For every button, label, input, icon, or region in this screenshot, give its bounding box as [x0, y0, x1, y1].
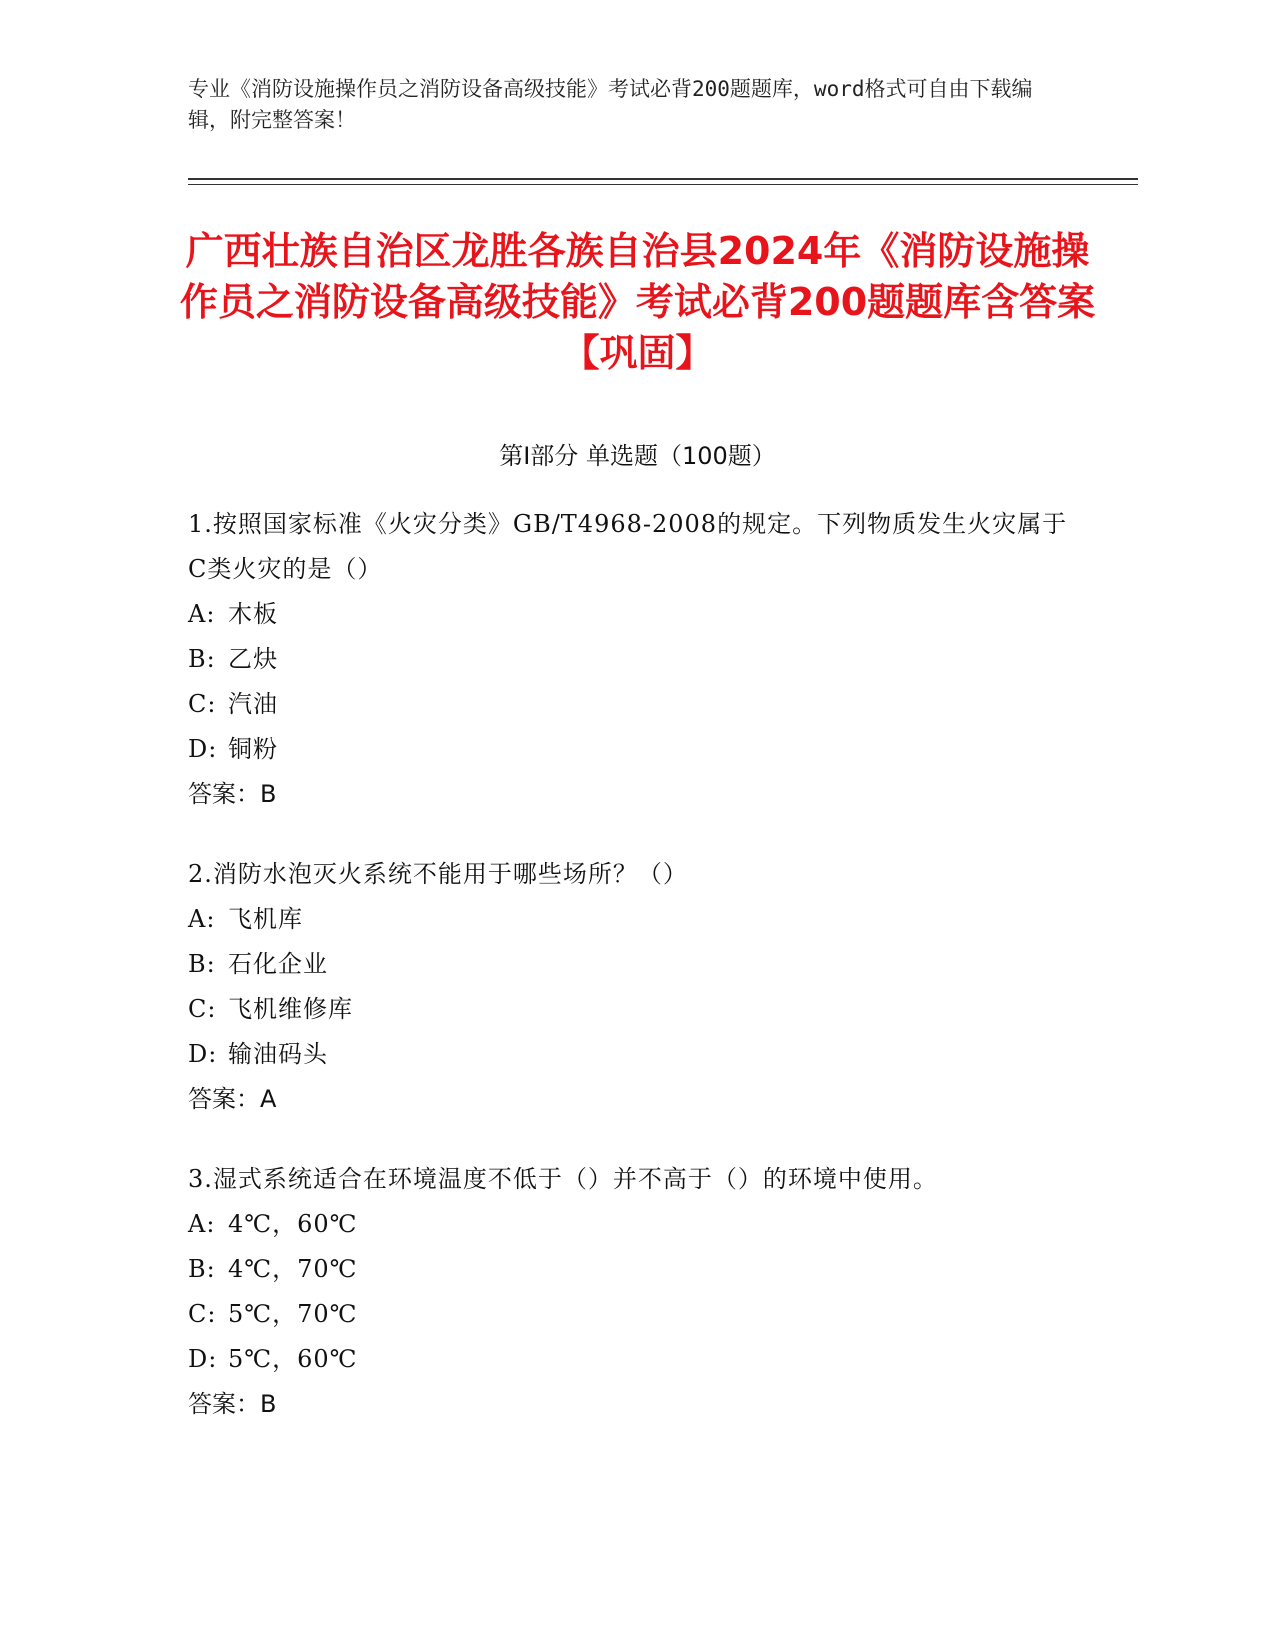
option-b	[188, 1247, 1068, 1292]
answer: 答案：B	[188, 1390, 277, 1418]
option-letter: A:	[188, 600, 216, 628]
option-a	[188, 592, 1068, 637]
option-letter: C:	[188, 995, 217, 1023]
option-text: 乙炔	[228, 645, 278, 673]
header-note: 专业《消防设施操作员之消防设备高级技能》考试必背200题题库，word格式可自由下载编辑，附完整答案！	[188, 77, 1033, 132]
question-3	[188, 1157, 1068, 1427]
question-text: 2.消防水泡灭火系统不能用于哪些场所？（）	[188, 860, 688, 888]
option-a	[188, 1202, 1068, 1247]
option-letter: C:	[188, 1300, 217, 1328]
option-text: 5℃，70℃	[228, 1300, 358, 1328]
option-c	[188, 987, 1068, 1032]
answer: 答案：A	[188, 1085, 277, 1113]
option-d	[188, 1032, 1068, 1077]
document-title: 广西壮族自治区龙胜各族自治县2024年《消防设施操作员之消防设备高级技能》考试必背200题题库含答案【巩固】	[179, 229, 1096, 375]
question-1	[188, 502, 1068, 817]
question-text: 1.按照国家标准《火灾分类》GB/T4968-2008的规定。下列物质发生火灾属于C类火灾的是（）	[188, 510, 1068, 583]
header-rule-thin	[188, 184, 1138, 185]
question-text: 3.湿式系统适合在环境温度不低于（）并不高于（）的环境中使用。	[188, 1165, 938, 1193]
option-letter: B:	[188, 950, 216, 978]
option-letter: D:	[188, 1345, 218, 1373]
option-c	[188, 1292, 1068, 1337]
option-text: 飞机库	[228, 905, 303, 933]
question-2	[188, 852, 1068, 1122]
option-b	[188, 942, 1068, 987]
option-text: 4℃，60℃	[228, 1210, 358, 1238]
option-letter: D:	[188, 735, 218, 763]
option-letter: C:	[188, 690, 217, 718]
section-heading: 第I部分 单选题（100题）	[499, 442, 776, 470]
answer: 答案：B	[188, 780, 277, 808]
option-text: 木板	[228, 600, 278, 628]
option-a	[188, 897, 1068, 942]
option-text: 铜粉	[228, 735, 278, 763]
option-d	[188, 1337, 1068, 1382]
option-text: 汽油	[228, 690, 278, 718]
option-letter: B:	[188, 1255, 216, 1283]
option-c	[188, 682, 1068, 727]
option-text: 飞机维修库	[228, 995, 353, 1023]
option-letter: D:	[188, 1040, 218, 1068]
header-rule-thick	[188, 178, 1138, 180]
option-text: 5℃，60℃	[228, 1345, 358, 1373]
option-letter: B:	[188, 645, 216, 673]
option-text: 输油码头	[228, 1040, 328, 1068]
option-d	[188, 727, 1068, 772]
option-text: 石化企业	[228, 950, 328, 978]
option-text: 4℃，70℃	[228, 1255, 358, 1283]
option-letter: A:	[188, 905, 216, 933]
option-letter: A:	[188, 1210, 216, 1238]
option-b	[188, 637, 1068, 682]
